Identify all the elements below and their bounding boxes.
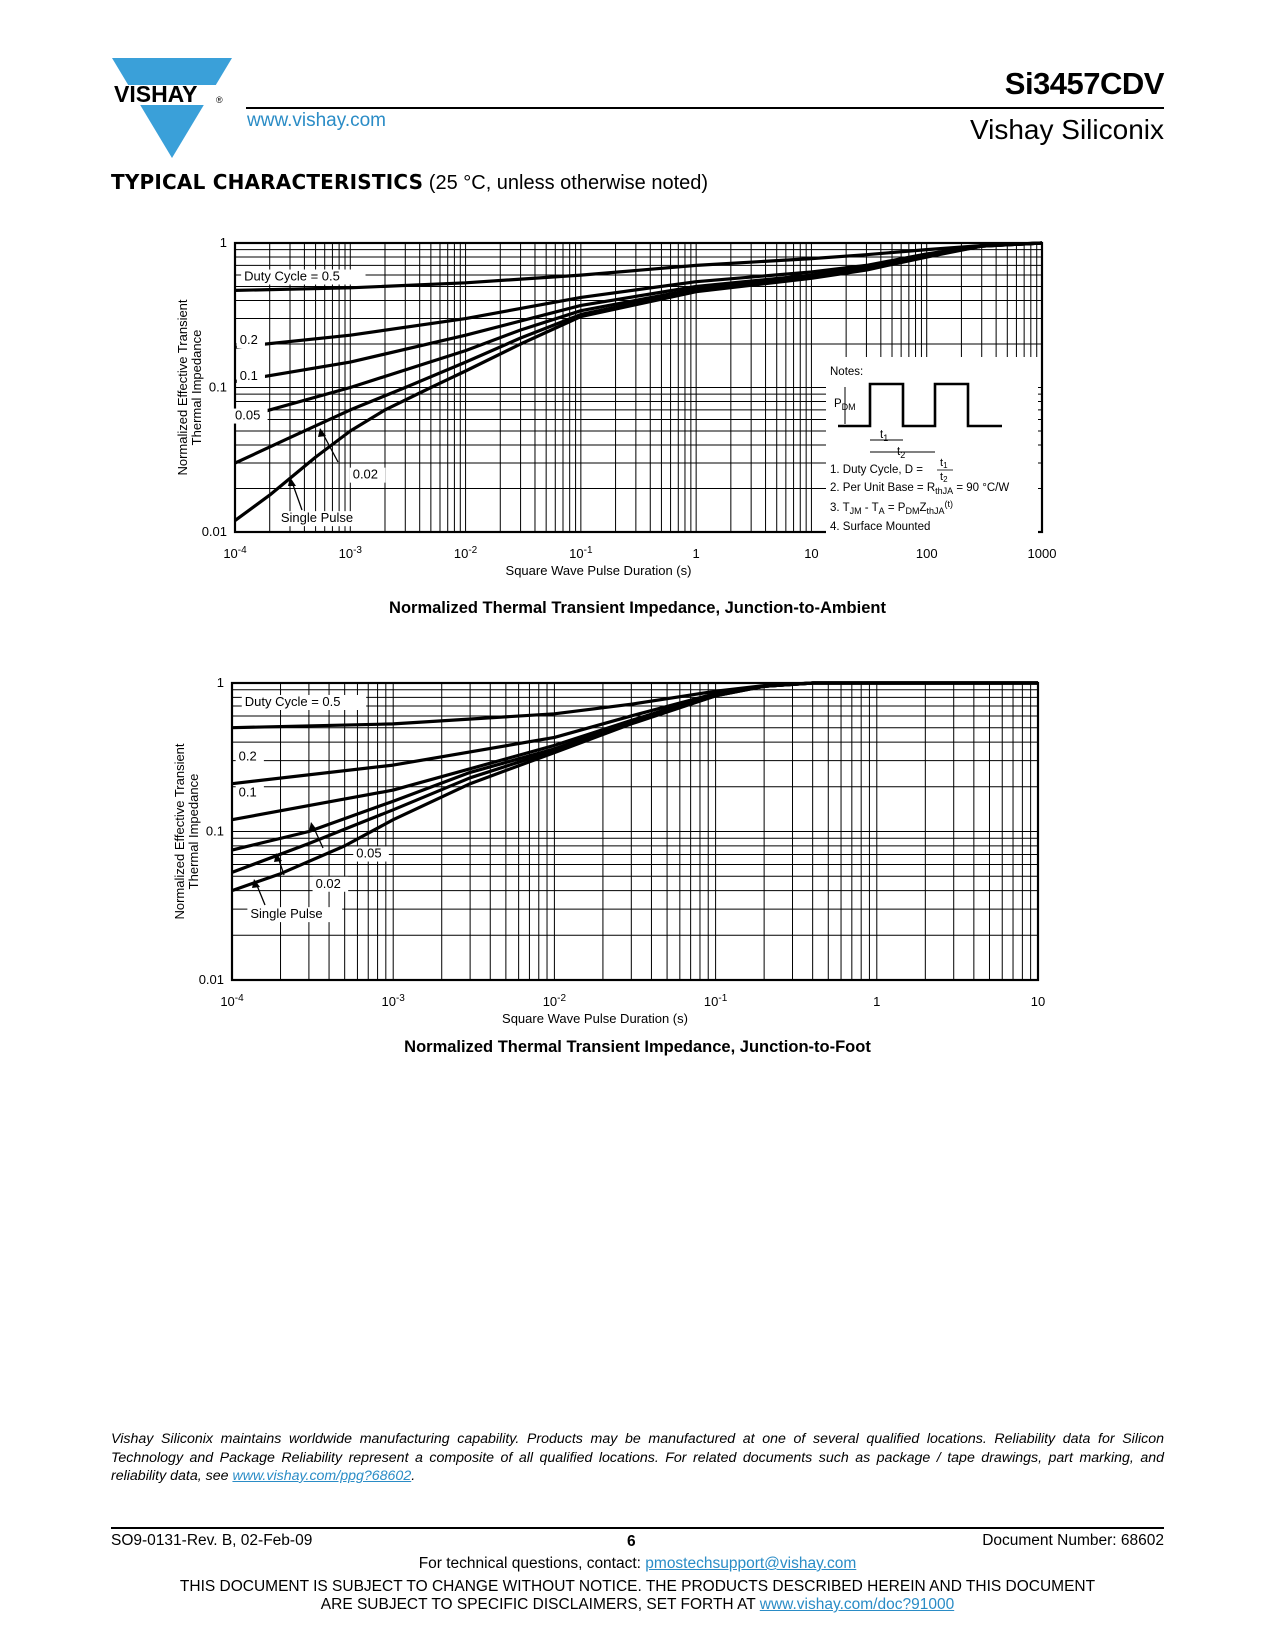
part-number: Si3457CDV xyxy=(1004,66,1164,101)
x-tick-label: $10^{-2}$ xyxy=(453,545,478,561)
logo-registered: ® xyxy=(216,95,223,105)
y-tick-label: 1 xyxy=(219,235,227,250)
page-number: 6 xyxy=(627,1533,636,1550)
series-label: Duty Cycle = 0.5 xyxy=(244,268,340,284)
y-tick-label: 0.01 xyxy=(198,972,224,987)
series-label: 0.02 xyxy=(352,466,379,482)
series-label: Duty Cycle = 0.5 xyxy=(244,694,341,710)
series-label: Single Pulse xyxy=(280,510,354,526)
note-1-fraction-den: t2 xyxy=(940,471,948,484)
section-subtitle: (25 °C, unless otherwise noted) xyxy=(423,172,709,194)
series-label: 0.2 xyxy=(238,748,257,764)
x-tick-label: 10 xyxy=(804,546,819,561)
y-tick-label: 0.1 xyxy=(208,379,227,395)
legal-line-1: THIS DOCUMENT IS SUBJECT TO CHANGE WITHOUT NOTICE. THE PRODUCTS DESCRIBED HEREIN AND THIS DOCUMENT xyxy=(179,1578,1096,1595)
note-4: 4. Surface Mounted xyxy=(830,521,931,533)
x-axis-title: Square Wave Pulse Duration (s) xyxy=(505,563,692,578)
disclaimer-link[interactable]: www.vishay.com/ppg?68602 xyxy=(232,1468,412,1484)
legal-line-2 xyxy=(0,1596,1275,1614)
x-tick-label: 100 xyxy=(915,546,938,561)
note-1: 1. Duty Cycle, D = xyxy=(830,464,923,476)
series-label: 0.1 xyxy=(238,784,257,800)
tech-contact xyxy=(0,1555,1275,1573)
series-line-0-02 xyxy=(232,683,1038,872)
t1-label: $t_1$ xyxy=(880,429,889,443)
y-axis-title-line-2: Thermal Impedance xyxy=(189,329,204,446)
website-link[interactable]: www.vishay.com xyxy=(247,110,387,131)
series-label: 0.1 xyxy=(239,367,258,383)
document-number: Document Number: 68602 xyxy=(982,1532,1164,1549)
pdm-label: $P_{DM}$ xyxy=(834,398,856,412)
disclaimer-end: . xyxy=(411,1468,416,1484)
revision: SO9-0131-Rev. B, 02-Feb-09 xyxy=(111,1532,313,1549)
x-tick-label: 1 xyxy=(692,546,700,561)
x-tick-label: $10^{-1}$ xyxy=(569,545,593,561)
y-tick-label: 0.01 xyxy=(201,524,227,539)
x-tick-label: 10 xyxy=(1030,994,1046,1009)
legal-link[interactable]: www.vishay.com/doc?91000 xyxy=(759,1596,955,1613)
t2-label: $t_2$ xyxy=(897,446,906,460)
company-name: Vishay Siliconix xyxy=(969,114,1164,145)
tech-email-link[interactable]: pmostechsupport@vishay.com xyxy=(645,1555,857,1572)
disclaimer-text xyxy=(111,1430,1164,1486)
footer-rule xyxy=(111,1527,1164,1529)
series-label: 0.05 xyxy=(356,845,382,861)
pointer-head-0.05 xyxy=(309,822,317,831)
x-tick-label: $10^{-2}$ xyxy=(542,993,567,1009)
series-label: 0.02 xyxy=(315,875,341,891)
series-label: 0.05 xyxy=(235,407,261,423)
grid-chart-2 xyxy=(232,683,1038,980)
y-axis-title-line-1: Normalized Effective Transient xyxy=(175,299,190,476)
x-tick-label: 1000 xyxy=(1027,546,1057,561)
y-tick-label: 1 xyxy=(216,675,224,690)
chart-2-caption: Normalized Thermal Transient Impedance, Junction-to-Foot xyxy=(404,1038,871,1056)
x-tick-label: $10^{-4}$ xyxy=(220,993,244,1009)
section-title-bold: TYPICAL CHARACTERISTICS xyxy=(111,170,424,194)
note-3: 3. $T_{JM} - T_A = P_{DM}Z_{thJA}^{(t)}$ xyxy=(830,499,953,516)
label-pointers xyxy=(252,822,323,905)
x-tick-label: 1 xyxy=(873,994,881,1009)
x-tick-label: $10^{-1}$ xyxy=(703,993,728,1009)
tech-contact-text: For technical questions, contact: xyxy=(418,1555,646,1572)
logo-text: VISHAY xyxy=(114,81,198,107)
x-tick-label: $10^{-3}$ xyxy=(338,545,362,561)
series-label: 0.2 xyxy=(239,332,258,348)
x-tick-label: $10^{-3}$ xyxy=(381,993,405,1009)
chart-1-caption: Normalized Thermal Transient Impedance, Junction-to-Ambient xyxy=(389,599,886,617)
y-axis-title-line-2: Thermal Impedance xyxy=(186,773,201,890)
series-label: Single Pulse xyxy=(250,906,323,922)
note-2: 2. Per Unit Base = $R_{thJA} = 90$ °C/W xyxy=(830,482,1010,496)
notes-title: Notes: xyxy=(830,366,864,378)
note-1-fraction-num: t1 xyxy=(940,457,948,470)
disclaimer-body: Vishay Siliconix maintains worldwide manufacturing capability. Products may be manufactured at one of several qualified locations. Reliability data for Silicon Technology and Package Reliability represent a composite of all qualified locations. For related documents such as package / tape drawings, part marking, and reliability data, see xyxy=(111,1431,1164,1484)
x-tick-label: $10^{-4}$ xyxy=(223,545,247,561)
legal-line-2-text: ARE SUBJECT TO SPECIFIC DISCLAIMERS, SET FORTH AT xyxy=(320,1596,760,1613)
x-axis-title: Square Wave Pulse Duration (s) xyxy=(502,1011,688,1026)
y-tick-label: 0.1 xyxy=(205,823,224,839)
y-axis-title-line-1: Normalized Effective Transient xyxy=(172,743,187,920)
